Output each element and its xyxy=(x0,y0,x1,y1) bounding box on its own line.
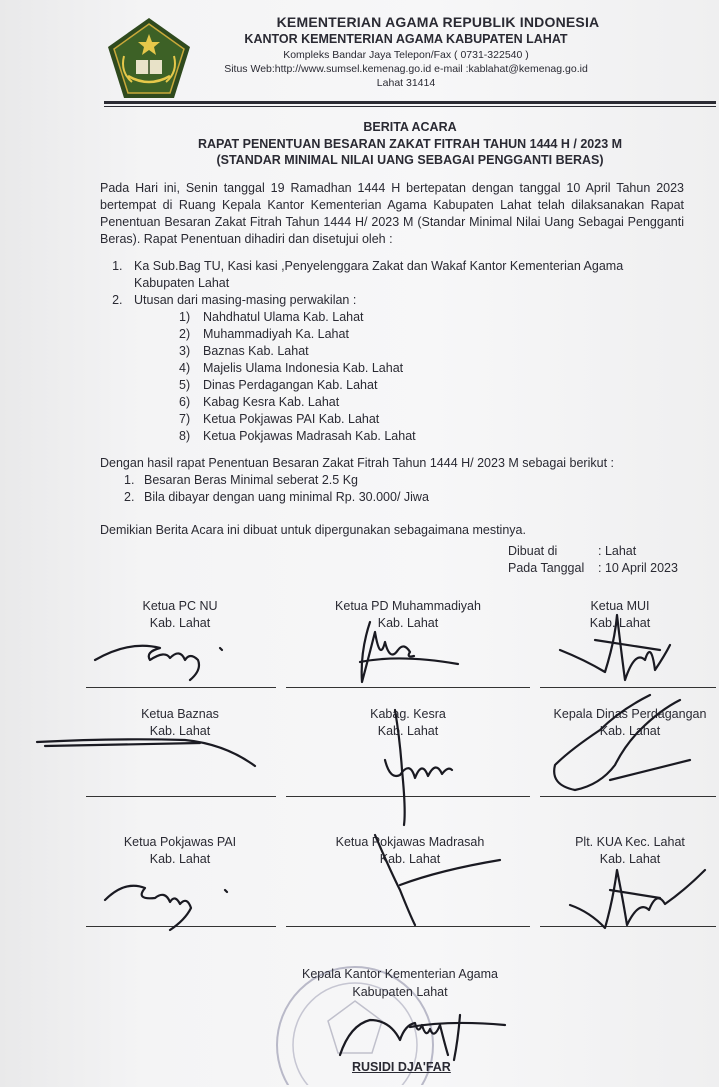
title-line-3: (STANDAR MINIMAL NILAI UANG SEBAGAI PENGGANTI BERAS) xyxy=(216,153,604,167)
office-web-email: Situs Web:http://www.sumsel.kemenag.go.id e-mail :kablahat@kemenag.go.id xyxy=(224,63,588,75)
list-item: 6) Kabag Kesra Kab. Lahat xyxy=(179,395,340,409)
signatory-baznas: Ketua Baznas Kab. Lahat xyxy=(141,707,219,738)
date-label: Pada Tanggal xyxy=(508,561,585,575)
list-item: 8) Ketua Pokjawas Madrasah Kab. Lahat xyxy=(179,429,416,443)
list-item: 4) Majelis Ulama Indonesia Kab. Lahat xyxy=(179,361,404,375)
signature-pokjawas-pai-icon xyxy=(95,860,245,935)
signature-pokjawas-madrasah-icon xyxy=(370,830,510,930)
office-city: Lahat 31414 xyxy=(376,77,436,89)
signature-line xyxy=(86,796,276,797)
letterhead-rule-thin xyxy=(104,106,716,107)
date-value: : 10 April 2023 xyxy=(598,561,678,575)
signatory-mui: Ketua MUI Kab. Lahat xyxy=(589,599,651,630)
attendee-item-2-label: Utusan dari masing-masing perwakilan : xyxy=(134,293,357,307)
signatory-pokjawas-pai: Ketua Pokjawas PAI Kab. Lahat xyxy=(123,835,237,866)
signatory-pokjawas-madrasah: Ketua Pokjawas Madrasah Kab. Lahat xyxy=(335,835,485,866)
results-intro: Dengan hasil rapat Penentuan Besaran Zakat Fitrah Tahun 1444 H/ 2023 M sebagai berikut : xyxy=(100,456,614,470)
letterhead-rule xyxy=(104,101,716,104)
kemenag-logo-icon xyxy=(106,16,192,100)
attendee-list xyxy=(100,258,684,445)
list-item: 2. Bila dibayar dengan uang minimal Rp. 30.000/ Jiwa xyxy=(124,490,429,504)
place-date-block xyxy=(508,543,678,577)
signature-head-icon xyxy=(330,995,520,1070)
signature-mui-icon xyxy=(555,600,685,690)
letterhead xyxy=(196,14,616,89)
signatory-kesra: Kabag. Kesra Kab. Lahat xyxy=(370,707,446,738)
made-at-value: : Lahat xyxy=(598,544,637,558)
signature-kesra-icon xyxy=(370,700,480,830)
head-name: RUSIDI DJA'FAR xyxy=(352,1060,451,1074)
document-title xyxy=(110,119,710,169)
office-address: Kompleks Bandar Jaya Telepon/Fax ( 0731-322540 ) xyxy=(283,49,529,61)
office-name: KANTOR KEMENTERIAN AGAMA KABUPATEN LAHAT xyxy=(244,32,568,46)
signatory-nu: Ketua PC NU Kab. Lahat xyxy=(142,599,218,630)
document-body xyxy=(100,180,684,539)
representative-list xyxy=(134,309,684,445)
attendee-item-1: 1. Ka Sub.Bag TU, Kasi kasi ,Penyelenggara Zakat dan Wakaf Kantor Kementerian Agama Kabupaten Lahat xyxy=(126,258,684,292)
signature-muhammadiyah-icon xyxy=(340,612,470,692)
signatory-disperindag: Kepala Dinas Perdagangan Kab. Lahat xyxy=(553,707,707,738)
signature-disperindag-icon xyxy=(540,690,710,800)
list-item: 3) Baznas Kab. Lahat xyxy=(179,344,309,358)
signatory-muhammadiyah: Ketua PD Muhammadiyah Kab. Lahat xyxy=(335,599,481,630)
head-title: Kepala Kantor Kementerian Agama xyxy=(302,967,498,981)
ministry-name: KEMENTERIAN AGAMA REPUBLIK INDONESIA xyxy=(276,14,600,30)
signature-line xyxy=(86,687,276,688)
list-item: 7) Ketua Pokjawas PAI Kab. Lahat xyxy=(179,412,380,426)
signature-kua-icon xyxy=(565,840,715,935)
list-item: 1. Besaran Beras Minimal seberat 2.5 Kg xyxy=(124,473,358,487)
signatory-kua: Plt. KUA Kec. Lahat Kab. Lahat xyxy=(575,835,685,866)
title-line-1: BERITA ACARA xyxy=(363,120,457,134)
signature-nu-icon xyxy=(90,630,240,685)
title-line-2: RAPAT PENENTUAN BESARAN ZAKAT FITRAH TAHUN 1444 H / 2023 M xyxy=(197,136,623,151)
closing-paragraph: Demikian Berita Acara ini dibuat untuk dipergunakan sebagaimana mestinya. xyxy=(100,523,526,537)
made-at-label: Dibuat di xyxy=(508,544,558,558)
results-list xyxy=(100,472,684,506)
list-item: 5) Dinas Perdagangan Kab. Lahat xyxy=(179,378,378,392)
list-item: 2) Muhammadiyah Ka. Lahat xyxy=(179,327,349,341)
list-item: 1) Nahdhatul Ulama Kab. Lahat xyxy=(179,310,364,324)
opening-paragraph: Pada Hari ini, Senin tanggal 19 Ramadhan 1444 H bertepatan dengan tanggal 10 April Tahun 2023 bertempat di Ruang Kepala Kantor Kementerian Agama Kabupaten Lahat telah dilaksanakan Rapat Penentuan Besaran Zakat Fitrah Tahun 1444 H/ 2023 M (Standar Minimal Nilai Uang Sebagai Pengganti Beras). Rapat Penentuan dihadiri dan disetujui oleh : xyxy=(100,181,684,246)
attendee-item-2 xyxy=(126,292,684,445)
signature-baznas-icon xyxy=(35,728,265,778)
head-sub: Kabupaten Lahat xyxy=(352,985,448,999)
